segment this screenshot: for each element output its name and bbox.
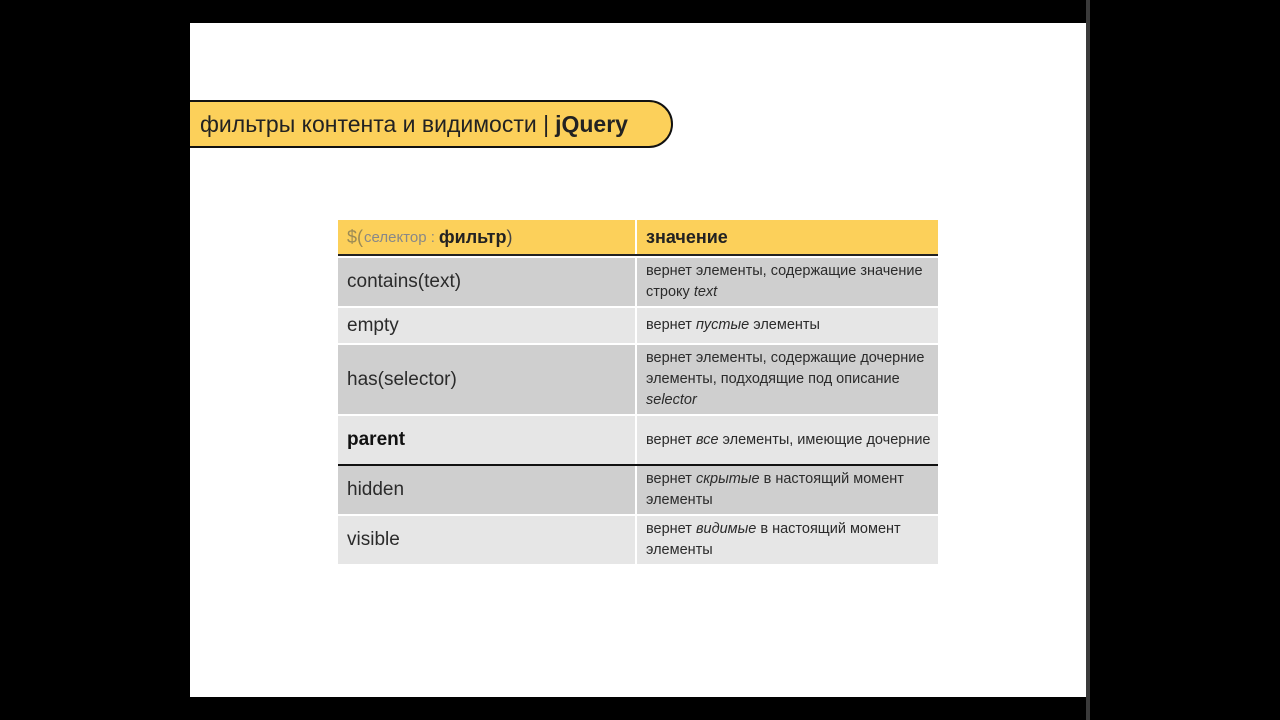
header-selector: селектор :: [364, 228, 435, 246]
table-row: [338, 414, 938, 464]
filters-table: [338, 220, 938, 564]
slide: [190, 23, 1086, 697]
header-filter-cell: [338, 220, 637, 254]
slide-title: фильтры контента и видимости |: [200, 110, 550, 137]
filter-name: contains(text): [338, 258, 637, 306]
filter-description: вернет все элементы, имеющие дочерние: [646, 431, 931, 448]
filter-description: вернет элементы, содержащие дочерние элементы, подходящие под описание selector: [646, 350, 925, 408]
filter-name: empty: [338, 308, 637, 343]
table-header-row: [338, 220, 938, 256]
filter-name: has(selector): [338, 345, 637, 414]
header-suffix: ): [506, 226, 513, 247]
filter-name: visible: [338, 516, 637, 564]
filter-name: parent: [338, 416, 637, 464]
filter-description: вернет элементы, содержащие значение строку text: [646, 263, 923, 300]
table-row: [338, 464, 938, 514]
table-row: [338, 256, 938, 306]
table-row: [338, 514, 938, 564]
filter-description: вернет пустые элементы: [646, 317, 820, 333]
header-filter: фильтр: [438, 226, 507, 247]
header-prefix: $(: [347, 226, 364, 247]
header-meaning-cell: значение: [646, 226, 728, 247]
filter-description: вернет видимые в настоящий момент элементы: [646, 521, 901, 558]
video-frame-edge: [1086, 0, 1090, 720]
table-row: [338, 343, 938, 414]
title-banner: [190, 100, 673, 148]
table-row: [338, 306, 938, 343]
filter-name: hidden: [338, 466, 637, 514]
slide-title-brand: jQuery: [555, 110, 628, 137]
filter-description: вернет скрытые в настоящий момент элементы: [646, 471, 904, 508]
